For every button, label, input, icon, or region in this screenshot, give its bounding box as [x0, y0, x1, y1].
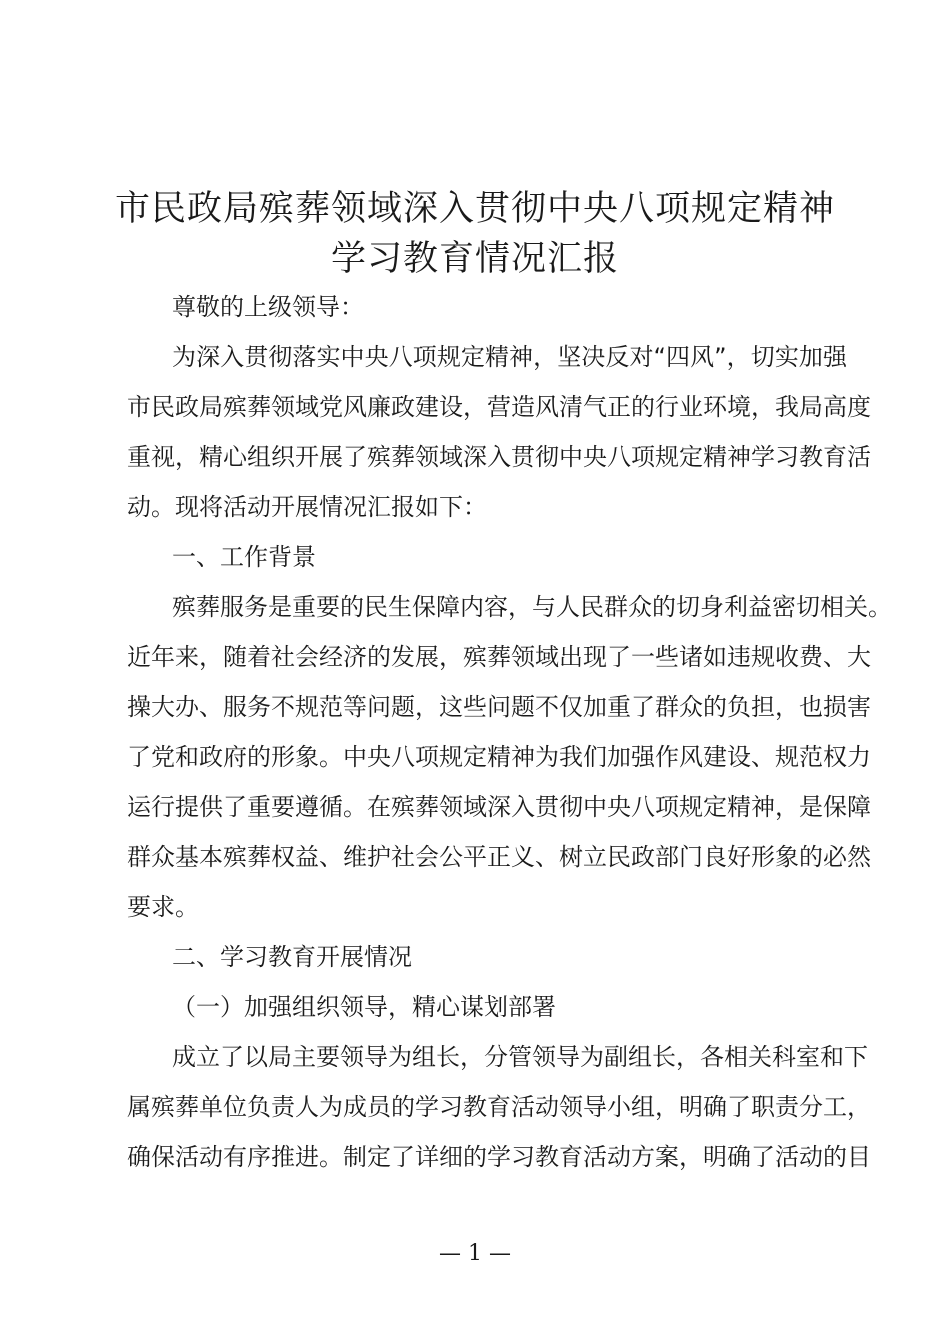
paragraph-line: 市民政局殡葬领域党风廉政建设，营造风清气正的行业环境，我局高度 [127, 393, 871, 421]
paragraph-line: 运行提供了重要遵循。在殡葬领域深入贯彻中央八项规定精神，是保障 [127, 793, 871, 821]
paragraph-line: 群众基本殡葬权益、维护社会公平正义、树立民政部门良好形象的必然 [127, 843, 871, 871]
paragraph-line: 了党和政府的形象。中央八项规定精神为我们加强作风建设、规范权力 [127, 743, 871, 771]
paragraph-line: 近年来，随着社会经济的发展，殡葬领域出现了一些诸如违规收费、大 [127, 643, 871, 671]
document-title-line-2: 学习教育情况汇报 [330, 239, 619, 279]
paragraph-line: 动。现将活动开展情况汇报如下： [127, 493, 487, 521]
paragraph-line: 为深入贯彻落实中央八项规定精神，坚决反对“四风”，切实加强 [172, 343, 847, 371]
paragraph-line: 确保活动有序推进。制定了详细的学习教育活动方案，明确了活动的目 [127, 1143, 871, 1171]
document-title-line-1: 市民政局殡葬领域深入贯彻中央八项规定精神 [114, 189, 835, 229]
paragraph-line: 成立了以局主要领导为组长，分管领导为副组长，各相关科室和下 [172, 1043, 868, 1071]
paragraph-line: 要求。 [127, 893, 199, 921]
paragraph-line: 殡葬服务是重要的民生保障内容，与人民群众的切身利益密切相关。 [172, 593, 892, 621]
section-heading: 二、学习教育开展情况 [172, 943, 412, 971]
paragraph-line: 重视，精心组织开展了殡葬领域深入贯彻中央八项规定精神学习教育活 [127, 443, 871, 471]
page-number: — 1 — [439, 1241, 511, 1266]
salutation: 尊敬的上级领导： [172, 293, 364, 321]
subsection-heading: （一）加强组织领导，精心谋划部署 [172, 993, 556, 1021]
paragraph-line: 属殡葬单位负责人为成员的学习教育活动领导小组，明确了职责分工， [127, 1093, 871, 1121]
section-heading: 一、工作背景 [172, 543, 316, 571]
paragraph-line: 操大办、服务不规范等问题，这些问题不仅加重了群众的负担，也损害 [127, 693, 871, 721]
